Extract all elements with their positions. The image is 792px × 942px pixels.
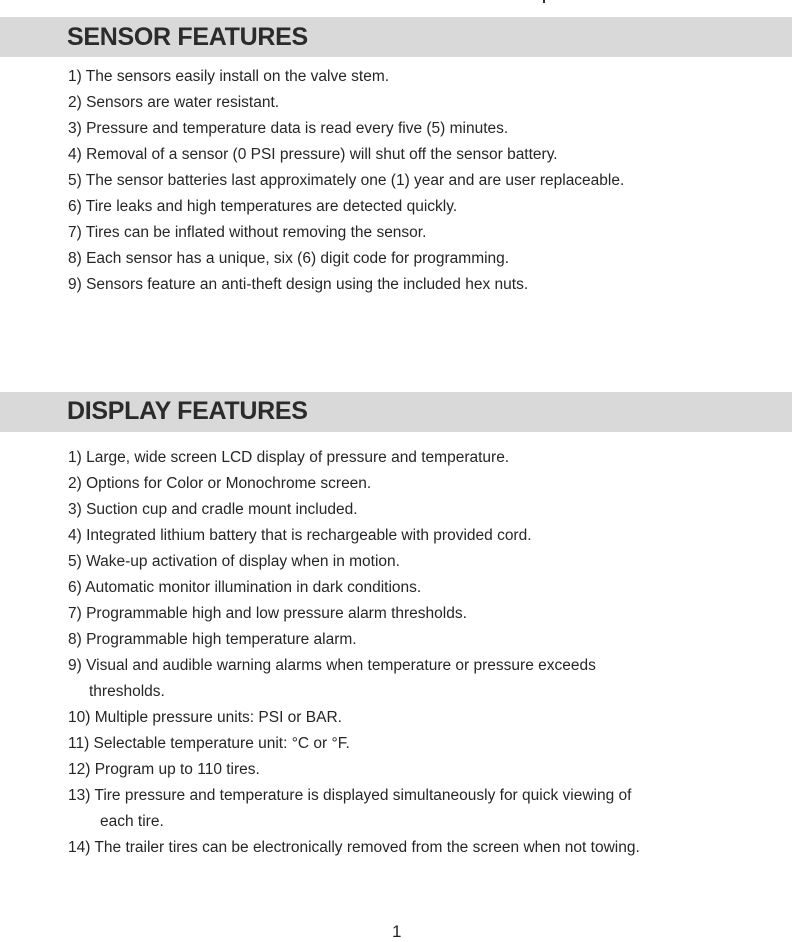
list-item: 10) Multiple pressure units: PSI or BAR.	[68, 709, 342, 726]
list-item-continuation: thresholds.	[89, 683, 165, 700]
list-item: 5) Wake-up activation of display when in motion.	[68, 553, 400, 570]
list-item: 8) Programmable high temperature alarm.	[68, 631, 357, 648]
list-item: 3) Suction cup and cradle mount included.	[68, 501, 358, 518]
list-item: 12) Program up to 110 tires.	[68, 761, 260, 778]
list-item: 4) Removal of a sensor (0 PSI pressure) will shut off the sensor battery.	[68, 146, 558, 163]
list-item: 11) Selectable temperature unit: °C or °F.	[68, 735, 350, 752]
list-item: 6) Automatic monitor illumination in dark conditions.	[68, 579, 422, 596]
sensor-features-list	[68, 64, 624, 298]
list-item: 3) Pressure and temperature data is read every five (5) minutes.	[68, 120, 509, 137]
list-item-continuation: each tire.	[100, 813, 164, 830]
list-item: 9) Sensors feature an anti-theft design using the included hex nuts.	[68, 276, 529, 293]
list-item: 8) Each sensor has a unique, six (6) digit code for programming.	[68, 250, 510, 267]
list-item: 5) The sensor batteries last approximately one (1) year and are user replaceable.	[68, 172, 625, 189]
list-item: 13) Tire pressure and temperature is displayed simultaneously for quick viewing of	[68, 787, 632, 804]
list-item: 4) Integrated lithium battery that is rechargeable with provided cord.	[68, 527, 532, 544]
top-edge-mark	[543, 0, 545, 3]
display-features-list	[68, 445, 640, 861]
page-number: 1	[392, 922, 402, 941]
display-features-title: DISPLAY FEATURES	[67, 397, 308, 425]
list-item: 2) Options for Color or Monochrome screen.	[68, 475, 372, 492]
list-item: 14) The trailer tires can be electronically removed from the screen when not towing.	[68, 839, 640, 856]
list-item: 2) Sensors are water resistant.	[68, 94, 280, 111]
list-item: 7) Tires can be inflated without removing the sensor.	[68, 224, 427, 241]
list-item: 9) Visual and audible warning alarms when temperature or pressure exceeds	[68, 657, 596, 674]
sensor-features-title: SENSOR FEATURES	[67, 23, 308, 51]
list-item: 7) Programmable high and low pressure alarm thresholds.	[68, 605, 467, 622]
list-item: 1) Large, wide screen LCD display of pressure and temperature.	[68, 449, 510, 466]
list-item: 1) The sensors easily install on the valve stem.	[68, 68, 390, 85]
list-item: 6) Tire leaks and high temperatures are detected quickly.	[68, 198, 458, 215]
